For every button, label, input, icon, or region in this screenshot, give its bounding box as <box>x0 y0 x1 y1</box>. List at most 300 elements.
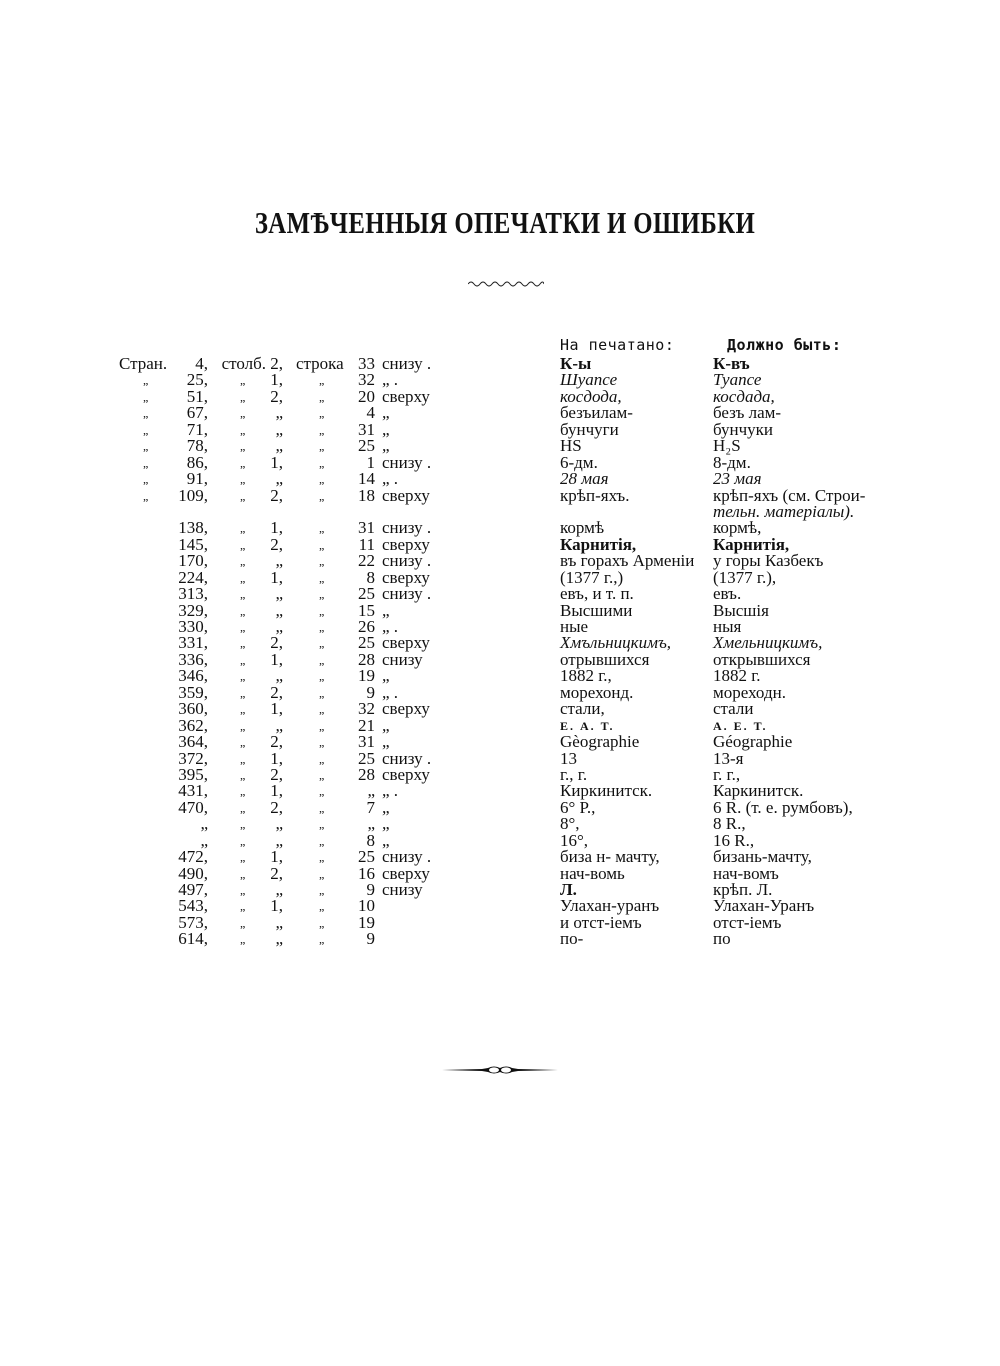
direction: „ <box>382 830 390 850</box>
errata-row <box>0 816 1000 832</box>
printed-text: нач-вомь <box>560 863 625 883</box>
column-number: „ <box>275 584 283 604</box>
page-title: ЗАМѢЧЕННЫЯ ОПЕЧАТКИ И ОШИБКИ <box>254 205 756 240</box>
direction: „ <box>382 403 390 423</box>
ditto-mark: „ <box>319 800 325 815</box>
line-number: 31 <box>358 518 375 538</box>
corrected-text: Высшія <box>713 600 769 620</box>
column-number: 1, <box>270 370 283 390</box>
direction: „ <box>382 600 390 620</box>
page-number: 224, <box>178 567 208 587</box>
ditto-mark: „ <box>240 866 246 881</box>
corrected-text: 6 R. (т. е. румбовъ), <box>713 797 853 817</box>
errata-row <box>0 600 1000 620</box>
printed-text: Карнитія, <box>560 534 637 554</box>
line-number: 11 <box>358 534 375 554</box>
ditto-mark: „ <box>143 488 149 503</box>
printed-text: морехонд. <box>560 682 634 702</box>
column-number: „ <box>275 551 283 571</box>
line-number: 28 <box>358 649 375 669</box>
ditto-mark: „ <box>240 620 246 634</box>
header-printed: На печатано: <box>560 336 675 354</box>
column-number: „ <box>275 600 283 620</box>
page-number: 362, <box>178 715 208 735</box>
line-number: 9 <box>366 929 375 949</box>
ditto-mark: „ <box>319 439 325 454</box>
column-number: „ <box>275 814 283 834</box>
page-number: 109, <box>178 485 208 505</box>
line-number: 4 <box>366 403 375 423</box>
printed-text: бунчуги <box>560 419 619 439</box>
ditto-mark: „ <box>319 685 325 700</box>
ditto-mark: „ <box>240 373 246 388</box>
line-number: 8 <box>366 830 375 850</box>
line-number: 9 <box>366 682 375 702</box>
errata-row <box>0 668 1000 684</box>
ditto-mark: „ <box>240 488 246 503</box>
ditto-mark: „ <box>240 850 246 865</box>
corrected-text: Géographie <box>713 732 793 752</box>
ditto-mark: „ <box>240 537 246 552</box>
ditto-mark: „ <box>319 883 325 897</box>
ditto-mark: „ <box>319 570 325 585</box>
page-number: 91, <box>186 469 208 489</box>
corrected-text: открывшихся <box>713 649 811 669</box>
column-number: „ <box>275 436 283 456</box>
direction: сверху <box>382 485 430 505</box>
ditto-mark: „ <box>319 406 325 421</box>
label-page: Стран. <box>119 354 168 373</box>
ditto-mark: „ <box>319 767 325 782</box>
direction: „ <box>382 732 390 752</box>
printed-text: въ горахъ Арменіи <box>560 551 695 571</box>
line-number: „ <box>367 781 375 801</box>
corrected-text: мореходн. <box>713 682 786 702</box>
corrected-text: 16 R., <box>713 830 755 850</box>
corrected-text: ныя <box>713 617 742 636</box>
errata-row <box>0 748 1000 768</box>
corrected-text: стали <box>713 699 754 719</box>
printed-text: 6° Р., <box>560 797 596 817</box>
page-number: 138, <box>178 518 208 538</box>
errata-row <box>0 764 1000 784</box>
corrected-text: H₂S <box>713 436 741 456</box>
printed-text: евъ, и т. п. <box>560 584 634 604</box>
corrected-text: 13-я <box>713 748 744 768</box>
ditto-mark: „ <box>240 685 246 700</box>
errata-row <box>0 912 1000 932</box>
page-number: 51, <box>186 386 208 406</box>
direction: сверху <box>382 699 430 719</box>
column-number: столб. 2, <box>221 354 283 373</box>
page-number: 170, <box>178 551 208 571</box>
direction: „ <box>382 814 390 834</box>
errata-row <box>0 501 1000 521</box>
errata-row <box>0 372 1000 388</box>
ditto-mark: „ <box>240 603 246 618</box>
printed-text: Е. А. Т. <box>560 718 615 733</box>
page-number: 336, <box>178 649 208 669</box>
ditto-mark: „ <box>240 833 246 848</box>
errata-row <box>0 438 1000 454</box>
printed-text: Шуапсе <box>560 370 618 390</box>
ditto-mark: „ <box>240 883 246 897</box>
ditto-mark: „ <box>319 636 325 651</box>
printed-text: стали, <box>560 699 605 719</box>
errata-row <box>0 863 1000 883</box>
errata-row <box>0 520 1000 536</box>
printed-text: К-ы <box>560 354 592 373</box>
ditto-mark: „ <box>319 537 325 552</box>
ditto-mark: „ <box>319 521 325 536</box>
direction: сверху <box>382 764 430 784</box>
ditto-mark: „ <box>319 817 325 832</box>
errata-row <box>0 797 1000 817</box>
line-number: 25 <box>358 633 375 653</box>
line-number: 28 <box>358 764 375 784</box>
direction: сверху <box>382 863 430 883</box>
errata-row <box>0 931 1000 947</box>
corrected-text: бунчуки <box>713 419 774 439</box>
ditto-mark: „ <box>143 439 149 454</box>
printed-text: безъилам- <box>560 403 633 423</box>
corrected-text: отст-іемъ <box>713 912 782 932</box>
direction: снизу . <box>382 584 432 604</box>
ditto-mark: „ <box>319 833 325 848</box>
direction: сверху <box>382 567 430 587</box>
direction: „ . <box>382 617 399 636</box>
column-number: „ <box>275 880 283 899</box>
ditto-mark: „ <box>240 817 246 832</box>
direction: „ . <box>382 370 399 390</box>
direction: „ . <box>382 469 399 489</box>
column-number: 1, <box>270 567 283 587</box>
column-number: „ <box>275 666 283 686</box>
ditto-mark: „ <box>143 455 149 470</box>
errata-row <box>0 534 1000 554</box>
page-number: 614, <box>178 929 208 949</box>
column-number: „ <box>275 929 283 949</box>
ditto-mark: „ <box>319 587 325 602</box>
line-number: 7 <box>366 797 375 817</box>
ditto-mark: „ <box>319 620 325 634</box>
column-number: „ <box>275 715 283 735</box>
corrected-text: косдада, <box>713 386 775 406</box>
errata-row <box>0 830 1000 850</box>
page-number: „ <box>200 814 208 834</box>
page-number: 86, <box>186 452 208 472</box>
line-number: „ <box>367 814 375 834</box>
ditto-mark: „ <box>143 389 149 404</box>
errata-row <box>0 356 1000 372</box>
printed-text: кормѣ <box>560 518 605 538</box>
ditto-mark: „ <box>240 767 246 782</box>
ditto-mark: „ <box>240 735 246 750</box>
ditto-mark: „ <box>143 422 149 437</box>
direction: снизу . <box>382 847 432 867</box>
page-number: 573, <box>178 912 208 932</box>
corrected-text: А. Е. Т. <box>713 718 768 733</box>
ditto-mark: „ <box>143 472 149 487</box>
line-number: 31 <box>358 732 375 752</box>
ditto-mark: „ <box>319 899 325 914</box>
printed-text: по- <box>560 929 584 949</box>
column-number: 2, <box>270 863 283 883</box>
ditto-mark: „ <box>319 718 325 733</box>
errata-row <box>0 649 1000 669</box>
ditto-mark: „ <box>240 455 246 470</box>
errata-row <box>0 586 1000 602</box>
page-number: 360, <box>178 699 208 719</box>
column-number: „ <box>275 912 283 932</box>
errata-row <box>0 682 1000 702</box>
ditto-mark: „ <box>319 422 325 437</box>
direction: снизу <box>382 649 423 669</box>
ditto-mark: „ <box>240 800 246 815</box>
printed-text: Киркинитск. <box>560 781 653 801</box>
page-number: 359, <box>178 682 208 702</box>
line-number: 25 <box>358 847 375 867</box>
ditto-mark: „ <box>319 932 325 947</box>
ditto-mark: „ <box>240 472 246 487</box>
page-number: 431, <box>178 781 208 801</box>
direction: „ . <box>382 682 399 702</box>
column-number: 2, <box>270 485 283 505</box>
ditto-mark: „ <box>319 472 325 487</box>
column-number: 1, <box>270 518 283 538</box>
page-number: 71, <box>186 419 208 439</box>
corrected-text: безъ лам- <box>713 403 782 423</box>
printed-text: 28 мая <box>560 469 609 489</box>
page-number: 330, <box>178 617 208 636</box>
errata-row <box>0 882 1000 898</box>
direction: „ <box>382 797 390 817</box>
direction: „ <box>382 436 390 456</box>
ditto-mark: „ <box>319 735 325 750</box>
corrected-text: Хмельницкимъ, <box>713 633 823 653</box>
column-number: 1, <box>270 649 283 669</box>
column-number: 2, <box>270 764 283 784</box>
printed-text: 8°, <box>560 814 580 834</box>
ditto-mark: „ <box>319 488 325 503</box>
line-number: 16 <box>358 863 375 883</box>
direction: снизу . <box>382 354 432 373</box>
ditto-mark: „ <box>319 784 325 799</box>
ditto-mark: „ <box>240 587 246 602</box>
ditto-mark: „ <box>240 899 246 914</box>
line-number: 31 <box>358 419 375 439</box>
column-number: „ <box>275 617 283 636</box>
ditto-mark: „ <box>240 570 246 585</box>
column-number: 2, <box>270 534 283 554</box>
direction: „ <box>382 666 390 686</box>
ditto-mark: „ <box>319 669 325 684</box>
page-number: 67, <box>186 403 208 423</box>
ditto-mark: „ <box>240 784 246 799</box>
ditto-mark: „ <box>240 669 246 684</box>
column-number: 1, <box>270 781 283 801</box>
corrected-text: тельн. матеріалы). <box>713 501 855 521</box>
corrected-text: Карнитія, <box>713 534 790 554</box>
line-number: 26 <box>358 617 375 636</box>
errata-row <box>0 849 1000 865</box>
wavy-rule-ornament <box>468 279 544 289</box>
printed-text: Л. <box>560 880 577 899</box>
column-number: 2, <box>270 386 283 406</box>
corrected-text: Каркинитск. <box>713 781 804 801</box>
column-number: „ <box>275 403 283 423</box>
corrected-text: нач-вомъ <box>713 863 779 883</box>
page-number: 329, <box>178 600 208 620</box>
ditto-mark: „ <box>240 521 246 536</box>
page-number: 331, <box>178 633 208 653</box>
column-number: „ <box>275 469 283 489</box>
printed-text: Улахан-уранъ <box>560 896 660 916</box>
corrected-text: 8 R., <box>713 814 746 834</box>
errata-row <box>0 898 1000 914</box>
printed-text: HS <box>560 436 582 456</box>
errata-row <box>0 715 1000 735</box>
page-number: 364, <box>178 732 208 752</box>
page-number: 497, <box>178 880 208 899</box>
corrected-text: К-въ <box>713 354 750 373</box>
corrected-text: крѣп. Л. <box>713 880 773 899</box>
line-number: 15 <box>358 600 375 620</box>
ditto-mark: „ <box>240 439 246 454</box>
corrected-text: г. г., <box>713 764 741 784</box>
printed-text: 16°, <box>560 830 589 850</box>
errata-row <box>0 734 1000 750</box>
errata-row <box>0 635 1000 651</box>
ditto-mark: „ <box>240 702 246 717</box>
direction: снизу . <box>382 748 432 768</box>
line-number: 21 <box>358 715 375 735</box>
direction: „ <box>382 715 390 735</box>
page-number: 470, <box>178 797 208 817</box>
direction: снизу . <box>382 551 432 571</box>
ditto-mark: „ <box>240 932 246 947</box>
printed-text: крѣп-яхъ. <box>560 485 630 505</box>
column-number: 1, <box>270 748 283 768</box>
ditto-mark: „ <box>319 866 325 881</box>
printed-text: биза н- мачту, <box>560 847 660 867</box>
line-number: 20 <box>358 386 375 406</box>
corrected-text: Туапсе <box>713 370 762 390</box>
printed-text: г., г. <box>560 764 588 784</box>
corrected-text: 1882 г. <box>713 666 761 686</box>
page-number: 145, <box>178 534 208 554</box>
direction: „ <box>382 419 390 439</box>
printed-text: 1882 г., <box>560 666 612 686</box>
line-number: 32 <box>358 370 375 390</box>
line-number: 22 <box>358 551 375 571</box>
errata-row <box>0 419 1000 439</box>
direction: снизу . <box>382 518 432 538</box>
ditto-mark: „ <box>319 455 325 470</box>
corrected-text: 23 мая <box>713 469 762 489</box>
header-should-be: Должно быть: <box>727 336 842 354</box>
line-number: 8 <box>366 567 375 587</box>
page-number: 372, <box>178 748 208 768</box>
ditto-mark: „ <box>143 373 149 388</box>
ditto-mark: „ <box>319 389 325 404</box>
line-number: 32 <box>358 699 375 719</box>
column-number: 1, <box>270 896 283 916</box>
direction: сверху <box>382 633 430 653</box>
printed-text: (1377 г.,) <box>560 567 624 587</box>
corrected-text: 8-дм. <box>713 452 751 472</box>
ditto-mark: „ <box>240 389 246 404</box>
ditto-mark: „ <box>319 850 325 865</box>
column-number: 2, <box>270 797 283 817</box>
printed-text: отрывшихся <box>560 649 650 669</box>
corrected-text: по <box>713 929 731 949</box>
direction: снизу . <box>382 452 432 472</box>
ditto-mark: „ <box>240 915 246 930</box>
line-number: 25 <box>358 436 375 456</box>
printed-text: 13 <box>560 748 577 768</box>
ditto-mark: „ <box>240 652 246 667</box>
line-number: 10 <box>358 896 375 916</box>
corrected-text: евъ. <box>713 584 742 604</box>
errata-row <box>0 553 1000 569</box>
line-number: 19 <box>358 666 375 686</box>
printed-text: Хмъльницкимъ, <box>560 633 672 653</box>
ditto-mark: „ <box>319 915 325 930</box>
page-number: 313, <box>178 584 208 604</box>
ditto-mark: „ <box>319 702 325 717</box>
page-number: 25, <box>186 370 208 390</box>
corrected-text: Улахан-Уранъ <box>713 896 815 916</box>
corrected-text: у горы Казбекъ <box>713 551 824 571</box>
column-number: 2, <box>270 682 283 702</box>
errata-row <box>0 405 1000 421</box>
column-number: 1, <box>270 452 283 472</box>
printed-text: косдода, <box>560 386 622 406</box>
end-ornament <box>440 1063 560 1077</box>
printed-text: Gèographie <box>560 732 640 752</box>
ditto-mark: „ <box>240 636 246 651</box>
errata-table <box>0 356 1000 948</box>
corrected-text: крѣп-яхъ (см. Строи- <box>713 485 866 505</box>
line-number: 14 <box>358 469 375 489</box>
errata-row <box>0 701 1000 717</box>
line-number: 9 <box>366 880 375 899</box>
ditto-mark: „ <box>240 422 246 437</box>
direction: снизу <box>382 880 423 899</box>
ditto-mark: „ <box>319 603 325 618</box>
column-number: „ <box>275 830 283 850</box>
column-number: 1, <box>270 847 283 867</box>
page-number: 78, <box>186 436 208 456</box>
errata-row <box>0 567 1000 587</box>
column-number: 2, <box>270 732 283 752</box>
ditto-mark: „ <box>143 406 149 421</box>
line-number: 18 <box>358 485 375 505</box>
printed-text: Высшими <box>560 600 633 620</box>
ditto-mark: „ <box>319 751 325 766</box>
ditto-mark: „ <box>240 718 246 733</box>
printed-text: 6-дм. <box>560 452 598 472</box>
page-number: 4, <box>195 354 208 373</box>
page-number: 472, <box>178 847 208 867</box>
direction: сверху <box>382 386 430 406</box>
ditto-mark: „ <box>240 406 246 421</box>
ditto-mark: „ <box>240 554 246 569</box>
corrected-text: бизань-мачту, <box>713 847 812 867</box>
printed-text: ные <box>560 617 589 636</box>
direction: сверху <box>382 534 430 554</box>
